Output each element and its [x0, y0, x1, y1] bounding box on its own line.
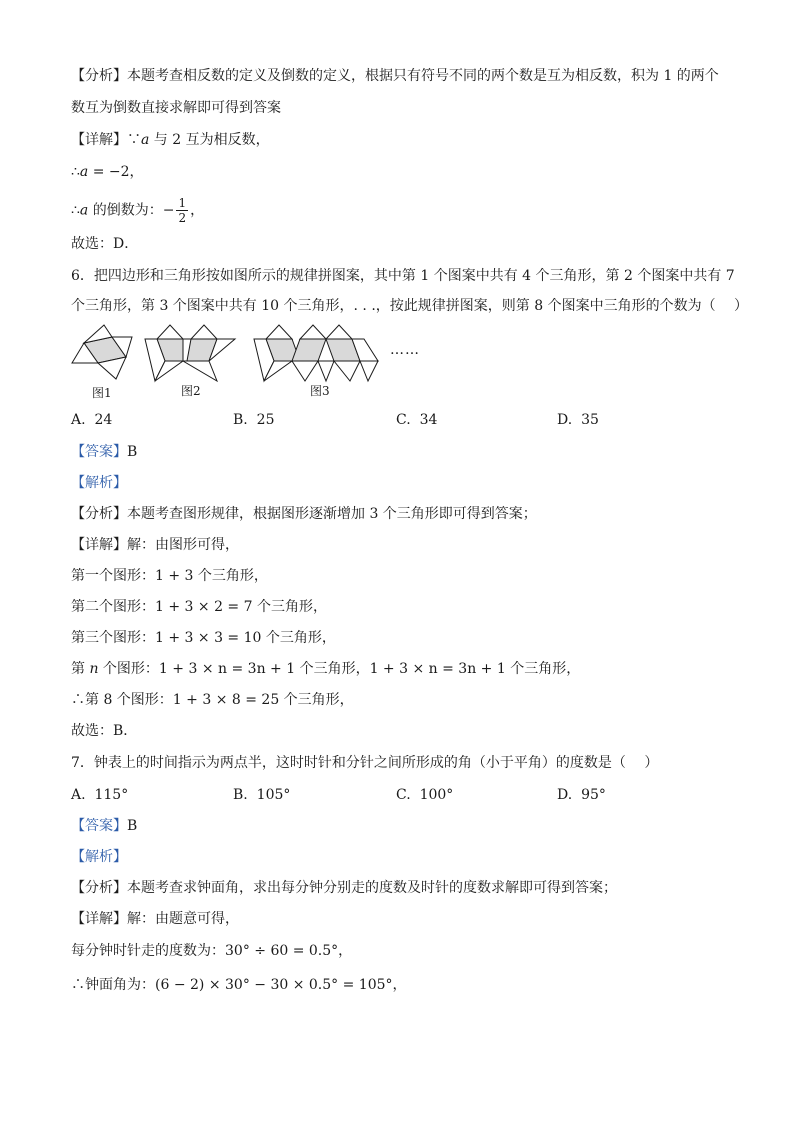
q6-answer-value: B — [127, 444, 138, 460]
q7-option-d-letter: D. — [557, 787, 573, 803]
q5-step1-var: a — [79, 164, 89, 180]
q7-option-b — [233, 785, 290, 805]
q6-option-a-letter: A. — [71, 412, 86, 428]
q6-work-line2: 第二个图形：1 + 3 × 2 = 7 个三角形， — [71, 599, 327, 615]
q7-option-b-value: 105° — [256, 787, 291, 803]
q7-detail — [71, 909, 239, 929]
q6-detail-tag: 【详解】 — [71, 537, 127, 553]
fig3-triangle-2 — [300, 325, 326, 339]
fig3-triangle-7 — [292, 361, 318, 381]
q7-option-b-letter: B. — [233, 787, 248, 803]
fig2-triangle-7 — [183, 361, 217, 381]
q6-work-line4-a: 第 — [71, 661, 90, 677]
q6-option-b — [233, 410, 274, 430]
fig3-triangle-8 — [318, 361, 334, 381]
q5-detail-post: 与 2 互为相反数， — [149, 132, 270, 148]
q7-option-a-value: 115° — [94, 787, 129, 803]
q6-choice: 故选：B． — [71, 723, 138, 739]
q6-jiexi — [71, 473, 127, 493]
q6-fig1-label: 图1 — [92, 386, 112, 400]
q7-detail-text: 解：由题意可得， — [127, 911, 239, 927]
q5-analysis-line2: 数互为倒数直接求解即可得到答案 — [71, 100, 281, 116]
q7-jiexi-tag: 【解析】 — [71, 849, 127, 865]
q6-work-line1: 第一个图形：1 + 3 个三角形， — [71, 568, 268, 584]
q5-step1 — [71, 162, 144, 182]
q7-option-d-value: 95° — [581, 787, 606, 803]
q6-option-c-value: 34 — [419, 412, 438, 428]
q6-option-d-value: 35 — [581, 412, 599, 428]
q6-option-a-value: 24 — [94, 412, 113, 428]
q6-option-b-letter: B. — [233, 412, 248, 428]
q7-jiexi — [71, 847, 127, 867]
fig2-triangle-3 — [191, 325, 217, 339]
q6-fig2-label: 图2 — [181, 384, 201, 398]
q7-option-c-value: 100° — [419, 787, 454, 803]
q7-answer-tag: 【答案】 — [71, 818, 127, 834]
q5-detail-var: a — [141, 132, 150, 148]
q7-work-line2: ∴钟面角为：(6 − 2) × 30° − 30 × 0.5° = 105°， — [71, 977, 407, 993]
q6-work-line3: 第三个图形：1 + 3 × 3 = 10 个三角形， — [71, 630, 336, 646]
q6-figure-2 — [143, 323, 237, 383]
q6-option-d — [557, 410, 599, 430]
q5-fraction — [176, 196, 188, 225]
q5-analysis-text1: 本题考查相反数的定义及倒数的定义，根据只有符号不同的两个数是互为相反数，积为 1 的两个 — [127, 68, 719, 84]
fig3-triangle-10 — [360, 361, 378, 381]
q5-step1-post: = −2， — [88, 164, 144, 180]
q5-step1-pre: ∴ — [71, 164, 80, 180]
fig3-triangle-3 — [326, 325, 352, 339]
q6-figure-ellipsis: …… — [390, 342, 420, 358]
fig3-triangle-1 — [266, 325, 292, 339]
q6-option-d-letter: D. — [557, 412, 573, 428]
q7-option-a-letter: A. — [71, 787, 86, 803]
fig2-triangle-1 — [157, 325, 183, 339]
q6-option-a — [71, 410, 112, 430]
q7-option-c-letter: C. — [396, 787, 411, 803]
q5-detail-line — [71, 130, 270, 150]
q5-step2-post: ， — [190, 202, 205, 219]
q6-work-line4-b: 个图形：1 + 3 × n = 3n + 1 个三角形，1 + 3 × n = 3n + 1 个三角形， — [98, 661, 581, 677]
q5-fraction-den: 2 — [178, 211, 187, 225]
q6-figure-3 — [252, 323, 380, 383]
q5-step2 — [71, 196, 204, 225]
q6-answer — [71, 442, 137, 462]
q6-analysis-tag: 【分析】 — [71, 506, 127, 522]
q6-analysis-text: 本题考查图形规律，根据图形逐渐增加 3 个三角形即可得到答案； — [127, 506, 537, 522]
q5-step2-mid: 的倒数为：− — [88, 202, 175, 219]
fig3-square-2 — [292, 339, 326, 361]
q6-answer-tag: 【答案】 — [71, 444, 127, 460]
q6-analysis — [71, 504, 537, 524]
q7-answer — [71, 816, 137, 836]
q6-work-line4-var: n — [89, 661, 99, 677]
q7-analysis-text: 本题考查求钟面角，求出每分钟分别走的度数及时针的度数求解即可得到答案； — [127, 880, 617, 896]
q6-detail-text: 解：由图形可得， — [127, 537, 239, 553]
q5-fraction-num: 1 — [178, 196, 187, 210]
q7-option-d — [557, 785, 606, 805]
q7-stem: 7．钟表上的时间指示为两点半，这时时针和分针之间所形成的角（小于平角）的度数是（ ） — [71, 755, 659, 771]
q6-stem-line2: 个三角形，第 3 个图案中共有 10 个三角形，. . .，按此规律拼图案，则第 8 个图案中三角形的个数为（ ） — [71, 298, 749, 314]
q7-analysis — [71, 878, 617, 898]
q5-step2-pre: ∴ — [71, 202, 80, 219]
q7-option-a — [71, 785, 128, 805]
q7-detail-tag: 【详解】 — [71, 911, 127, 927]
q7-work-line1: 每分钟时针走的度数为：30° ÷ 60 = 0.5°， — [71, 943, 353, 959]
q5-analysis-tag: 【分析】 — [71, 68, 127, 84]
fig3-triangle-9 — [334, 361, 360, 381]
q5-choice: 故选：D． — [71, 236, 139, 252]
q6-option-c — [396, 410, 437, 430]
q7-answer-value: B — [127, 818, 138, 834]
q7-option-c — [396, 785, 453, 805]
q5-detail-tag: 【详解】 — [71, 132, 127, 148]
q6-fig3-label: 图3 — [310, 384, 330, 398]
q6-detail — [71, 535, 239, 555]
q6-work-line4 — [71, 659, 580, 679]
q7-analysis-tag: 【分析】 — [71, 880, 127, 896]
q6-work-line5: ∴第 8 个图形：1 + 3 × 8 = 25 个三角形， — [71, 692, 354, 708]
q6-jiexi-tag: 【解析】 — [71, 475, 127, 491]
q6-option-b-value: 25 — [256, 412, 275, 428]
q5-detail-pre: ∵ — [127, 132, 141, 148]
q5-step2-var: a — [79, 202, 89, 219]
q6-stem-line1: 6．把四边形和三角形按如图所示的规律拼图案，其中第 1 个图案中共有 4 个三角形，第 2 个图案中共有 7 — [71, 268, 735, 284]
q6-option-c-letter: C. — [396, 412, 411, 428]
q6-figure-1 — [70, 323, 134, 383]
q5-analysis-line1 — [71, 66, 719, 86]
